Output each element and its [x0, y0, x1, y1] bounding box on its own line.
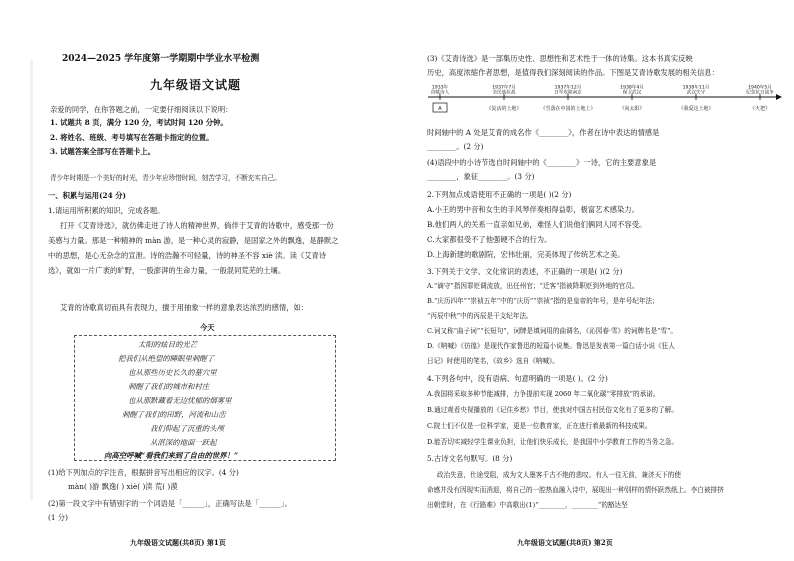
timeline-event: 日军攻陷南京 [554, 90, 582, 96]
poem-line: 把我们从绝望的睡眠里刺醒了 [118, 354, 215, 363]
instruction-2: 2. 将姓名、班级、考号填写在答题卡指定的位置。 [50, 133, 214, 142]
paragraph-line: 打开《艾青诗选》，就仿佛走进了诗人的精神世界，倘佯于艾青的诗歌中，感受那一份 [60, 221, 334, 230]
q3-answer-line: ________。(2 分) [427, 142, 484, 151]
poem-line: 太阳的炫目的光芒 [138, 340, 198, 349]
poem-line: 刺醒了我们的城市和村庄 [128, 382, 210, 391]
poem-line: 也从那些历史长久的墓穴里 [128, 368, 217, 377]
timeline-arrow [776, 94, 782, 100]
timeline-work: 《火把》 [749, 105, 771, 112]
q4-line: ________，象征________。(3 分) [427, 172, 535, 181]
paragraph-line: 选》，就如一片广袤的旷野，一股澎湃的生命力量，一般混同荒芜的土壤。 [48, 266, 286, 275]
poem-line: 也从那默藏着无边忧郁的烟雾里 [128, 396, 232, 405]
greeting: 亲爱的同学，在你答题之前，一定要仔细阅读以下说明： [50, 105, 233, 114]
q3-option-d-cont: 日记》时使用的笔名，《故乡》选自《呐喊》。 [427, 357, 559, 365]
timeline-event: 武汉失守 [686, 90, 706, 96]
q2-option-a: A.小王的男中音和女生的手风琴伴奏相得益彰，极富艺术感染力。 [427, 205, 639, 214]
question-1-2: (2)第一段文字中有错别字的一个词语是「______」，正确写法是「______」。 [48, 499, 292, 508]
section-heading: 一、积累与运用(24 分) [48, 191, 126, 200]
timeline-year: 1938年11月 [682, 85, 710, 91]
timeline-year: 1940年5月 [748, 85, 772, 91]
motto: 青少年时期是一个美好的时光，青少年应珍惜时间，刻苦学习，不断充实自己。 [50, 174, 281, 182]
timeline-work: 《复活的土地》 [486, 105, 522, 112]
paragraph-line: 美感与力量。那是一种精神的 màn 游，是一种心灵的寂静，是国家之外的飘逸，是静默之 [48, 236, 339, 245]
q3-line: 历史，高度浓缩作者思想，是值得我们深刻阅读的作品。下图是艾青诗歌发展的相关信息： [427, 68, 719, 77]
subject-title: 九年级语文试题 [150, 78, 242, 92]
q4-line: (4)语段中的小诗节选自时间轴中的《________》一诗，它的主要意象是 [427, 158, 657, 167]
poem-line: 向高空呼喊“看我们来到了自由的世界！” [104, 451, 239, 460]
question-3-stem: 3.下列关于文学、文化常识的表述，不正确的一项是( )(2 分) [427, 267, 623, 276]
timeline-event: 全民族抗战 [492, 90, 516, 96]
timeline-year: 1933年 [431, 85, 449, 91]
question-1-1: (1)给下列加点的字注音，根据拼音写出相应的汉字。(4 分) [48, 468, 239, 477]
q3-option-b-cont: “丙辰中秋”中的丙辰是干支纪年法。 [427, 312, 533, 320]
exam-title: 2024—2025 学年度第一学期期中学业水平检测 [62, 54, 260, 64]
q5-line: 出朝堂时，在《行路难》中高歌出(1)“________，________”的豁达坚 [427, 501, 628, 509]
timeline-event: 纪念抗日战争 [746, 90, 774, 96]
poem-line: 刺醒了我们的田野，河流和山峦 [122, 410, 226, 419]
instruction-1: 1. 试题共 8 页，满分 120 分，考试时间 120 分钟。 [50, 118, 228, 127]
page-footer: 九年级语文试题(共8页) 第1页 [130, 538, 226, 547]
pinyin-blanks: màn( )游 飘逸( ) xiè( )渎 荒( )漠 [68, 482, 178, 491]
paragraph-line: 中的思想，是心无杂念的宣泄。诗的浩瀚不可轻量，诗的神圣不容 xiè 渎。读《艾青诗 [48, 251, 327, 260]
timeline-year: 1937年7月 [492, 85, 516, 91]
question-1-2-score: (1 分) [48, 513, 68, 522]
intro-line: 艾青的诗歌真切而具有表现力，擅于用抽象一样的意象表达浓烈的感情，如： [60, 303, 309, 312]
timeline-diagram [426, 84, 782, 124]
q3-option-a: A.“谪守”指因罪贬调流放，出任州官；“迁客”指被降职贬到外地的官员。 [427, 282, 639, 290]
timeline-event: 首赋诗人 [430, 90, 450, 96]
q4-option-b: B.通过观看央视播放的《记住乡愁》节目，使我对中国古村民俗文化有了更多的了解。 [427, 406, 678, 414]
scan-shadow [30, 60, 33, 500]
q2-option-d: D.上海新建的歌剧院，宏伟壮丽，完美体现了传统艺术之美。 [427, 250, 625, 259]
question-1-stem: 1.请运用所积累的知识，完成各题。 [48, 206, 165, 215]
timeline-year: 1937年12月 [554, 85, 582, 91]
q3-option-c: C.词又称“曲子词”“长短句”，词牌是填词用的曲调名，《沁园春·雪》的词牌名是“雪”。 [427, 327, 678, 335]
question-5-stem: 5.古诗文名句默写。(8 分) [427, 454, 513, 463]
timeline-work: 《雪落在中国的土地上》 [540, 105, 596, 112]
q4-option-c: C.院士们不仅是一位科学家，更是一位教育家，正在进行着最新的科技成果。 [427, 422, 652, 430]
question-4-stem: 4.下列各句中，没有语病、句意明确的一项是( )。(2 分) [427, 374, 608, 383]
q4-option-d: D.能否切实减轻学生课业负担，让他们快乐成长，是我国中小学教育工作的当务之急。 [427, 438, 679, 446]
page-footer: 九年级语文试题(共8页) 第2页 [517, 538, 613, 547]
q5-line: 政治失意，仕途受阻，成为文人墨客千古不绝的悲叹。有人一往无前，兼济天下的使 [437, 471, 681, 479]
timeline-event: 保卫武汉 [622, 90, 642, 96]
timeline-year: 1938年4月 [620, 85, 644, 91]
timeline-work: 《我爱这土地》 [678, 105, 714, 112]
q3-option-b: B.“庆历四年”“崇祯五年”中的“庆历”“崇祯”指的是皇帝的年号，是年号纪年法； [427, 297, 659, 305]
poem-title: 今天 [200, 323, 215, 332]
poem-line: 从湛深的地面一跃起 [150, 438, 217, 447]
poem-line: 我们仰起了沉重的头颅 [150, 424, 224, 433]
q5-line: 命感并没有因现实而消退，将自己的一腔热血融入诗中，展现出一种别样的情怀跃然纸上。李白被排挤 [427, 486, 724, 494]
question-2-stem: 2.下列加点成语使用不正确的一项是( )(2 分) [427, 190, 572, 199]
q4-option-a: A.我国将采取多种节能减排，力争提前实现 2060 年二氧化碳“零排放”的承诺。 [427, 390, 660, 398]
q3-line: (3)《艾青诗选》是一部集历史性、思想性和艺术性于一体的诗集。这本书真实反映 [427, 54, 693, 63]
instruction-3: 3. 试题答案全部写在答题卡上。 [50, 147, 156, 156]
timeline-work: A [438, 105, 442, 112]
q3-option-d: D.《呐喊》《彷徨》是现代作家鲁迅的短篇小说集。鲁迅是发表第一篇白话小说《狂人 [427, 342, 675, 350]
q3-answer-line: 时间轴中的 A 处是艾青的成名作《________》，作者在诗中表达的情感是 [427, 128, 660, 137]
q2-option-c: C.大家都很受不了他强硬不合的行为。 [427, 235, 552, 244]
q2-option-b: B.他们两人的关系一直亲如兄弟，难怪人们说他们俩同人同不容受。 [427, 220, 647, 229]
timeline-work: 《向太阳》 [619, 105, 645, 112]
